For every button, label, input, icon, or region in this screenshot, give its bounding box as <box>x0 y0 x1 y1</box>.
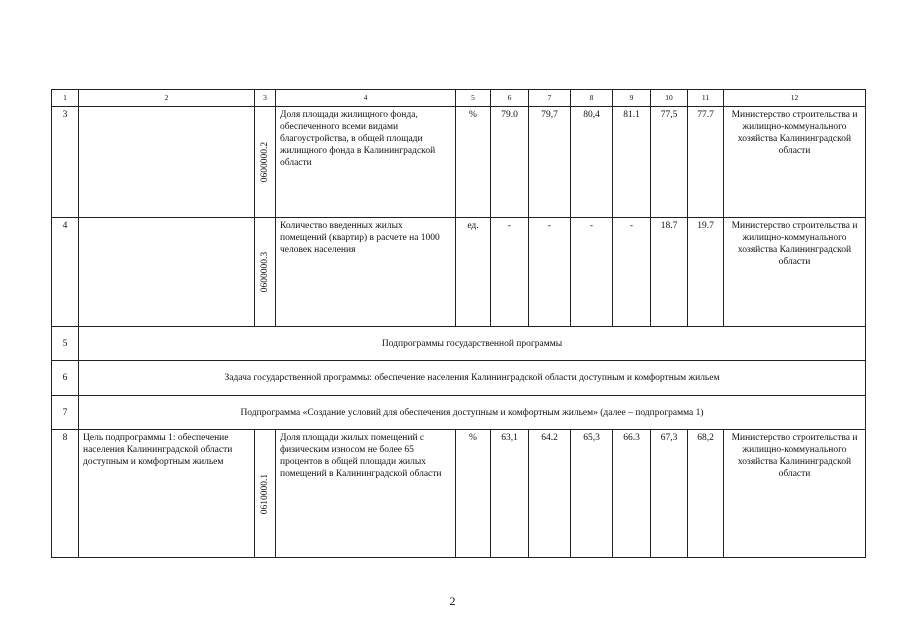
indicator-name: Доля площади жилых помещений с физическим износом не более 65 процентов в общей площади жилых помещений в Калининградской области <box>276 430 456 558</box>
indicator-code-cell <box>255 107 276 218</box>
column-number: 5 <box>456 90 491 107</box>
value-cell: 67,3 <box>651 430 688 558</box>
table-row <box>52 218 866 327</box>
column-number-row <box>52 90 866 107</box>
value-cell: 77.7 <box>688 107 724 218</box>
indicator-code-cell <box>255 430 276 558</box>
responsible-ministry: Министерство строительства и жилищно-коммунального хозяйства Калининградской области <box>724 218 866 327</box>
table-row <box>52 361 866 396</box>
section-heading: Подпрограмма «Создание условий для обеспечения доступным и комфортным жильем» (далее – подпрограмма 1) <box>79 396 866 430</box>
value-cell: 19.7 <box>688 218 724 327</box>
column-number: 2 <box>79 90 255 107</box>
section-heading: Задача государственной программы: обеспечение населения Калининградской области доступным и комфортным жильем <box>79 361 866 396</box>
value-cell: 81.1 <box>613 107 651 218</box>
value-cell: 65,3 <box>571 430 613 558</box>
row-number: 8 <box>52 430 79 558</box>
indicator-code: 0600000.2 <box>260 141 270 183</box>
unit-cell: ед. <box>456 218 491 327</box>
table-row <box>52 107 866 218</box>
column-number: 4 <box>276 90 456 107</box>
indicators-table <box>51 89 866 558</box>
indicator-code-cell <box>255 218 276 327</box>
table-row <box>52 396 866 430</box>
column-number: 1 <box>52 90 79 107</box>
row-number: 7 <box>52 396 79 430</box>
indicator-name: Доля площади жилищного фонда, обеспеченного всеми видами благоустройства, в общей площади жилищного фонда в Калининградской области <box>276 107 456 218</box>
column-number: 6 <box>491 90 529 107</box>
row-number: 5 <box>52 327 79 361</box>
value-cell: 64.2 <box>529 430 571 558</box>
indicator-code: 0610000.1 <box>260 473 270 514</box>
table-row <box>52 430 866 558</box>
unit-cell: % <box>456 430 491 558</box>
indicator-code: 0600000.3 <box>260 251 270 293</box>
value-cell: 77,5 <box>651 107 688 218</box>
row-number: 4 <box>52 218 79 327</box>
goal-cell: Цель подпрограммы 1: обеспечение населения Калининградской области доступным и комфортным жильем <box>79 430 255 558</box>
responsible-ministry: Министерство строительства и жилищно-коммунального хозяйства Калининградской области <box>724 430 866 558</box>
column-number: 3 <box>255 90 276 107</box>
value-cell: - <box>529 218 571 327</box>
value-cell: - <box>571 218 613 327</box>
goal-cell <box>79 218 255 327</box>
unit-cell: % <box>456 107 491 218</box>
value-cell: 63,1 <box>491 430 529 558</box>
value-cell: - <box>613 218 651 327</box>
indicator-name: Количество введенных жилых помещений (квартир) в расчете на 1000 человек населения <box>276 218 456 327</box>
row-number: 3 <box>52 107 79 218</box>
value-cell: 18.7 <box>651 218 688 327</box>
column-number: 11 <box>688 90 724 107</box>
responsible-ministry: Министерство строительства и жилищно-коммунального хозяйства Калининградской области <box>724 107 866 218</box>
row-number: 6 <box>52 361 79 396</box>
value-cell: 79.0 <box>491 107 529 218</box>
section-heading: Подпрограммы государственной программы <box>79 327 866 361</box>
value-cell: 66.3 <box>613 430 651 558</box>
column-number: 12 <box>724 90 866 107</box>
value-cell: 79,7 <box>529 107 571 218</box>
goal-cell <box>79 107 255 218</box>
table-row <box>52 327 866 361</box>
column-number: 10 <box>651 90 688 107</box>
value-cell: - <box>491 218 529 327</box>
page-number: 2 <box>449 594 456 608</box>
value-cell: 80,4 <box>571 107 613 218</box>
value-cell: 68,2 <box>688 430 724 558</box>
column-number: 9 <box>613 90 651 107</box>
column-number: 7 <box>529 90 571 107</box>
column-number: 8 <box>571 90 613 107</box>
